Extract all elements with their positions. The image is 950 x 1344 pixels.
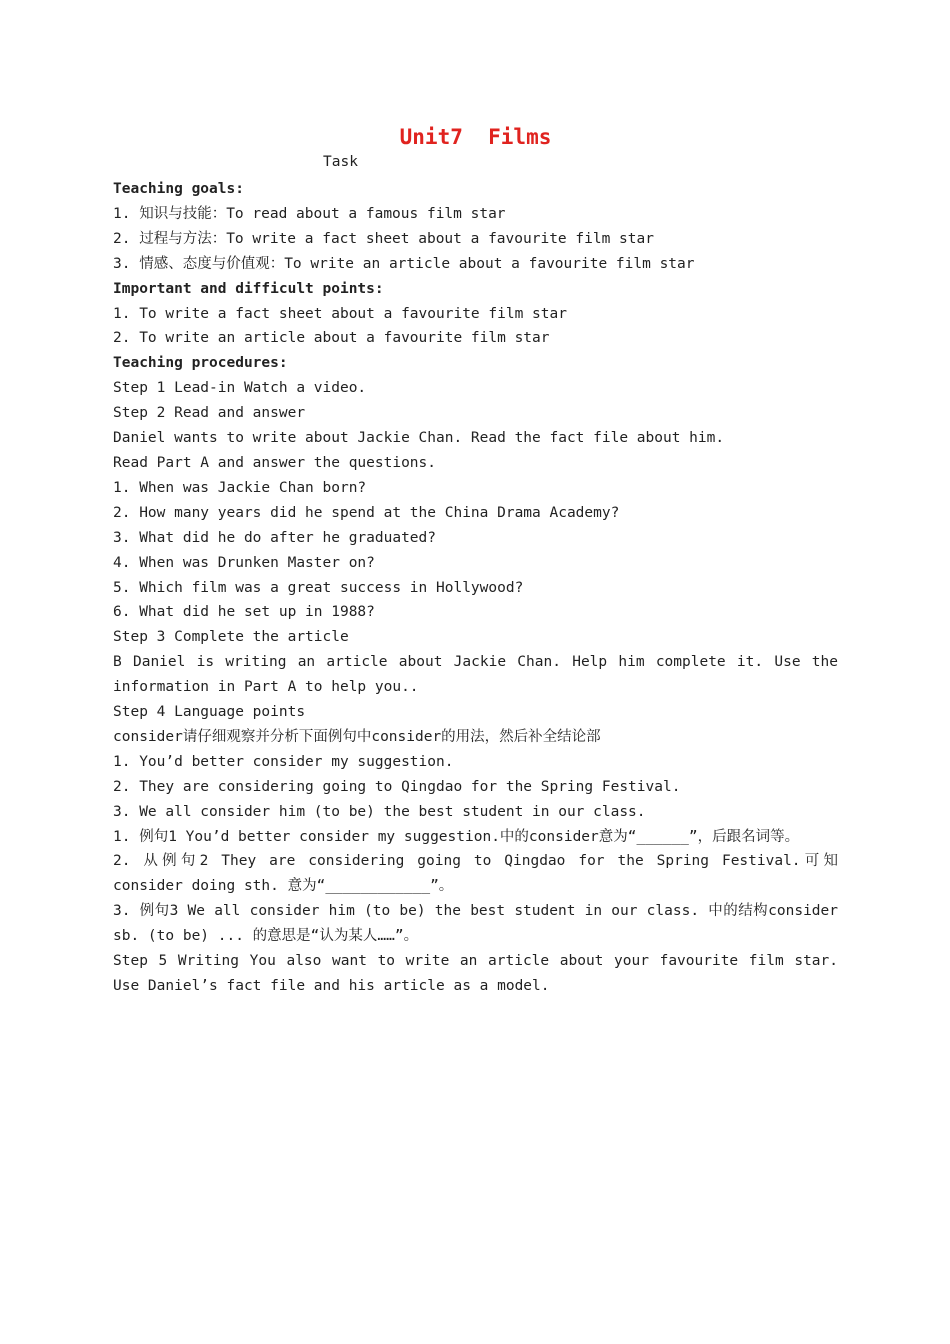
step-3: Step 3 Complete the article xyxy=(113,629,349,646)
document-page xyxy=(113,122,838,999)
goals-heading: Teaching goals: xyxy=(113,181,244,197)
question-item: 2. How many years did he spend at the China Drama Academy? xyxy=(113,504,620,521)
step-3-text: B Daniel is writing an article about Jackie Chan. Help him complete it. Use the information in Part A to help you.. xyxy=(113,654,838,696)
points-heading: Important and difficult points: xyxy=(113,280,384,297)
step-2: Step 2 Read and answer xyxy=(113,405,306,422)
question-item: 1. When was Jackie Chan born? xyxy=(113,479,367,496)
question-item: 4. When was Drunken Master on? xyxy=(113,554,375,571)
example-item: 3. We all consider him (to be) the best student in our class. xyxy=(113,803,646,820)
point-item: 2. To write an article about a favourite film star xyxy=(113,330,550,347)
question-item: 5. Which film was a great success in Hollywood? xyxy=(113,579,524,596)
step-2-intro: Daniel wants to write about Jackie Chan. Read the fact file about him. xyxy=(113,430,725,447)
procedures-heading: Teaching procedures: xyxy=(113,355,288,372)
page-subtitle: Task xyxy=(323,154,358,170)
step-1: Step 1 Lead-in Watch a video. xyxy=(113,380,367,397)
step-2-instruction: Read Part A and answer the questions. xyxy=(113,454,437,471)
analysis-1: 1. 例句1 You’d better consider my suggestion.中的consider意为“______”，后跟名词等。 xyxy=(113,828,800,845)
step-4: Step 4 Language points xyxy=(113,704,306,721)
page-title: Unit7 Films xyxy=(399,125,552,149)
question-item: 3. What did he do after he graduated? xyxy=(113,529,437,546)
example-item: 2. They are considering going to Qingdao for the Spring Festival. xyxy=(113,778,681,795)
step-4-intro: consider请仔细观察并分析下面例句中consider的用法，然后补全结论部 xyxy=(113,728,601,745)
goal-item: 1. 知识与技能：To read about a famous film star xyxy=(113,205,506,222)
point-item: 1. To write a fact sheet about a favourite film star xyxy=(113,305,567,322)
analysis-3: 3. 例句3 We all consider him (to be) the best student in our class. 中的结构consider sb. (to be) ... 的意思是“认为某人……”。 xyxy=(113,903,838,945)
question-item: 6. What did he set up in 1988? xyxy=(113,604,375,621)
example-item: 1. You’d better consider my suggestion. xyxy=(113,753,454,770)
step-5: Step 5 Writing You also want to write an article about your favourite film star. Use Daniel’s fact file and his article as a model. xyxy=(113,953,838,994)
analysis-2: 2. 从例句2 They are considering going to Qingdao for the Spring Festival.可知consider doing sth. 意为“____________”。 xyxy=(113,853,838,895)
goal-item: 3. 情感、态度与价值观：To write an article about a favourite film star xyxy=(113,255,695,272)
goal-item: 2. 过程与方法：To write a fact sheet about a favourite film star xyxy=(113,230,654,247)
